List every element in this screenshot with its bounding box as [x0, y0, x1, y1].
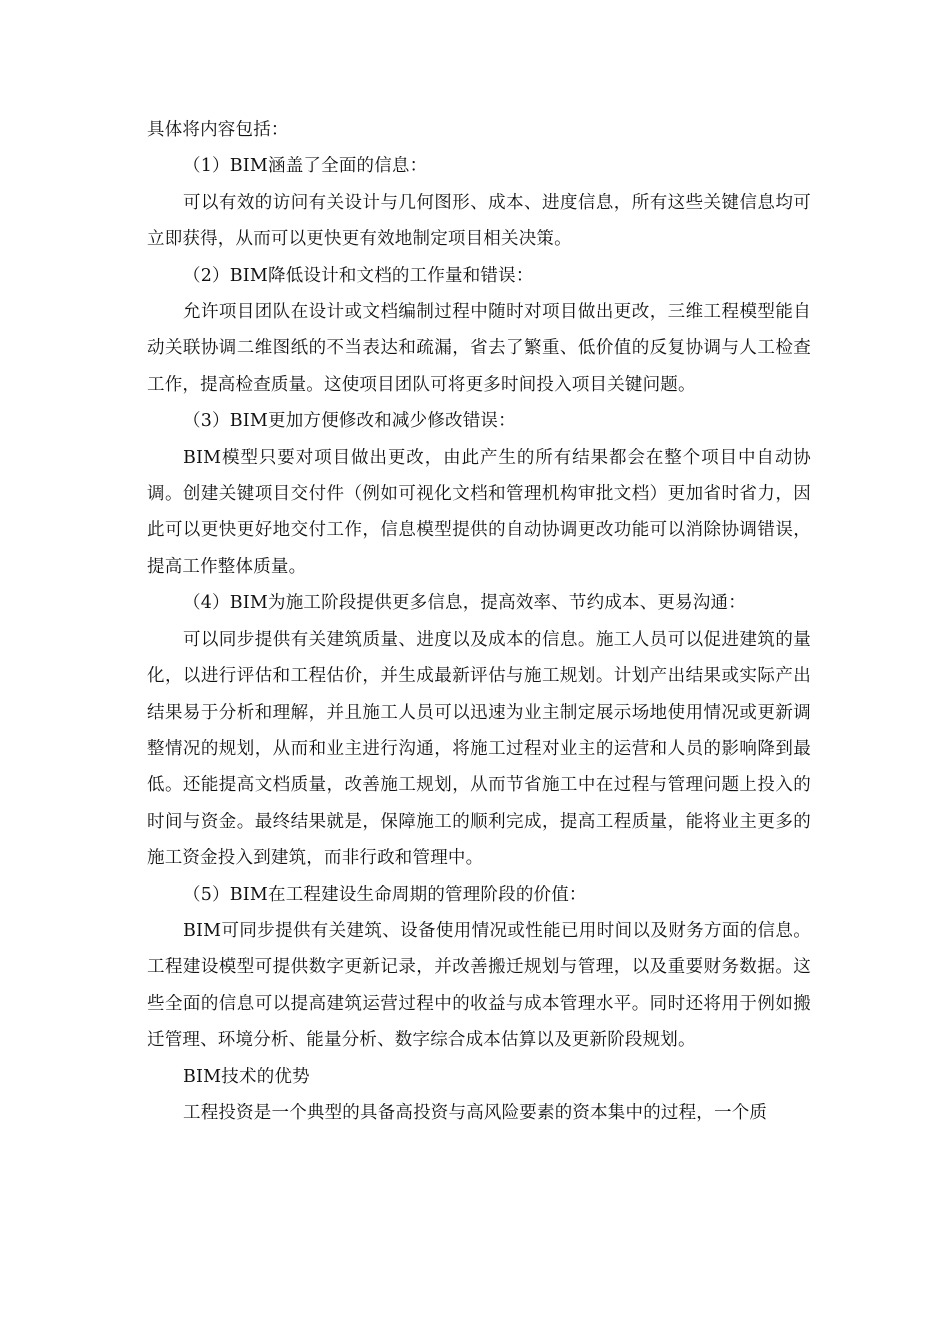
- body-paragraph-2: 允许项目团队在设计或文档编制过程中随时对项目做出更改，三维工程模型能自动关联协调二维图纸的不当表达和疏漏，省去了繁重、低价值的反复协调与人工检查工作，提高检查质量。这使项目团队可将更多时间投入项目关键问题。: [147, 302, 811, 395]
- section-heading-5: （5）BIM在工程建设生命周期的管理阶段的价值：: [183, 884, 587, 905]
- section-heading-3: （3）BIM更加方便修改和减少修改错误：: [183, 411, 516, 432]
- subsection-title: BIM技术的优势: [183, 1066, 310, 1087]
- body-paragraph-1: 可以有效的访问有关设计与几何图形、成本、进度信息，所有这些关键信息均可立即获得，从而可以更快更有效地制定项目相关决策。: [147, 192, 811, 250]
- section-heading-1: （1）BIM涵盖了全面的信息：: [183, 156, 428, 177]
- body-paragraph-6: 工程投资是一个典型的具备高投资与高风险要素的资本集中的过程，一个质: [183, 1102, 768, 1123]
- body-paragraph-5: BIM可同步提供有关建筑、设备使用情况或性能已用时间以及财务方面的信息。工程建设模型可提供数字更新记录，并改善搬迁规划与管理，以及重要财务数据。这些全面的信息可以提高建筑运营过程中的收益与成本管理水平。同时还将用于例如搬迁管理、环境分析、能量分析、数字综合成本估算以及更新阶段规划。: [147, 920, 811, 1051]
- section-heading-4: （4）BIM为施工阶段提供更多信息，提高效率、节约成本、更易沟通：: [183, 593, 746, 614]
- section-heading-2: （2）BIM降低设计和文档的工作量和错误：: [183, 265, 534, 286]
- document-body: [147, 112, 811, 1131]
- body-paragraph-4: 可以同步提供有关建筑质量、进度以及成本的信息。施工人员可以促进建筑的量化，以进行评估和工程估价，并生成最新评估与施工规划。计划产出结果或实际产出结果易于分析和理解，并且施工人员可以迅速为业主制定展示场地使用情况或更新调整情况的规划，从而和业主进行沟通，将施工过程对业主的运营和人员的影响降到最低。还能提高文档质量，改善施工规划，从而节省施工中在过程与管理问题上投入的时间与资金。最终结果就是，保障施工的顺利完成，提高工程质量，能将业主更多的施工资金投入到建筑，而非行政和管理中。: [147, 629, 811, 869]
- body-paragraph-3: BIM模型只要对项目做出更改，由此产生的所有结果都会在整个项目中自动协调。创建关键项目交付件（例如可视化文档和管理机构审批文档）更加省时省力，因此可以更快更好地交付工作，信息模型提供的自动协调更改功能可以消除协调错误，提高工作整体质量。: [147, 447, 811, 577]
- intro-line: 具体将内容包括：: [147, 120, 289, 140]
